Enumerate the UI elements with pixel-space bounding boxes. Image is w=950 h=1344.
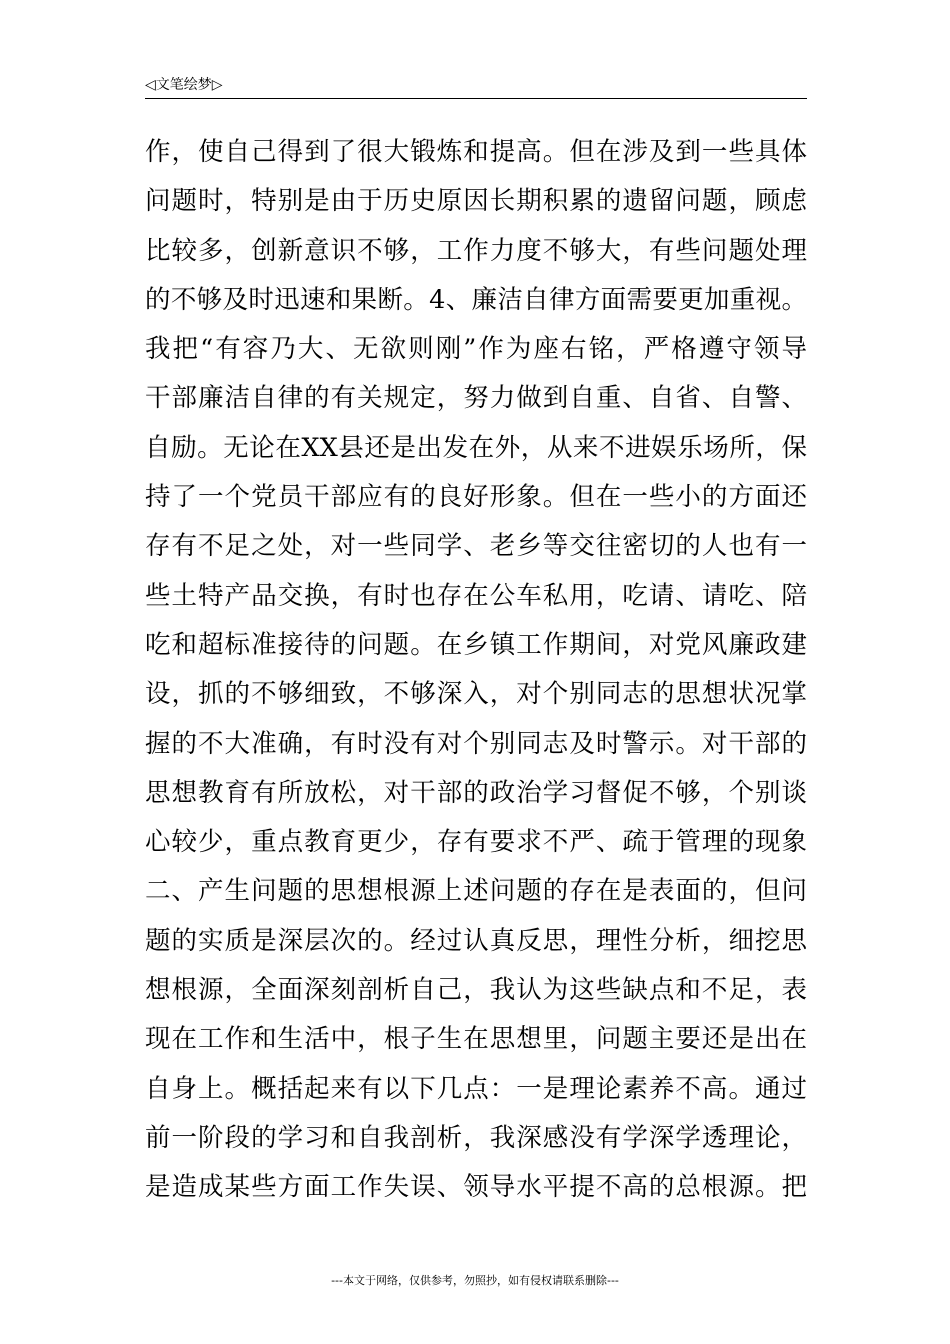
text-line: 前一阶段的学习和自我剖析，我深感没有学深学透理论，	[145, 1122, 807, 1153]
text-line: 我把“有容乃大、无欲则刚”作为座右铭，严格遵守领导	[145, 334, 807, 365]
text-line: 些土特产品交换，有时也存在公车私用，吃请、请吃、陪	[145, 580, 807, 611]
text-line: 自励。无论在XX县还是出发在外，从来不进娱乐场所，保	[145, 432, 807, 463]
text-line: 握的不大准确，有时没有对个别同志及时警示。对干部的	[145, 728, 807, 759]
text-line: 自身上。概括起来有以下几点：一是理论素养不高。通过	[145, 1073, 807, 1104]
document-body	[145, 128, 807, 1213]
text-line: 现在工作和生活中，根子生在思想里，问题主要还是出在	[145, 1024, 807, 1055]
text-line: 二、产生问题的思想根源上述问题的存在是表面的，但问	[145, 876, 807, 907]
page-header	[145, 76, 807, 99]
text-line: 是造成某些方面工作失误、领导水平提不高的总根源。把	[145, 1172, 807, 1203]
text-line: 的不够及时迅速和果断。4、廉洁自律方面需要更加重视。	[145, 284, 807, 315]
header-title: ◁文笔绘梦▷	[145, 77, 223, 93]
text-line: 心较少，重点教育更少，存有要求不严、疏于管理的现象	[145, 827, 807, 858]
text-line: 思想教育有所放松，对干部的政治学习督促不够，个别谈	[145, 777, 807, 808]
text-line: 想根源，全面深刻剖析自己，我认为这些缺点和不足，表	[145, 975, 807, 1006]
text-line: 设，抓的不够细致，不够深入，对个别同志的思想状况掌	[145, 679, 807, 710]
text-line: 问题时，特别是由于历史原因长期积累的遗留问题，顾虑	[145, 186, 807, 217]
text-line: 比较多，创新意识不够，工作力度不够大，有些问题处理	[145, 235, 807, 266]
text-line: 持了一个党员干部应有的良好形象。但在一些小的方面还	[145, 482, 807, 513]
text-line: 存有不足之处，对一些同学、老乡等交往密切的人也有一	[145, 531, 807, 562]
text-line: 题的实质是深层次的。经过认真反思，理性分析，细挖思	[145, 925, 807, 956]
text-line: 干部廉洁自律的有关规定，努力做到自重、自省、自警、	[145, 383, 807, 414]
text-line: 吃和超标准接待的问题。在乡镇工作期间，对党风廉政建	[145, 629, 807, 660]
text-line: 作，使自己得到了很大锻炼和提高。但在涉及到一些具体	[145, 137, 807, 167]
page-footer: ---本文于网络，仅供参考，勿照抄，如有侵权请联系删除---	[331, 1274, 619, 1287]
